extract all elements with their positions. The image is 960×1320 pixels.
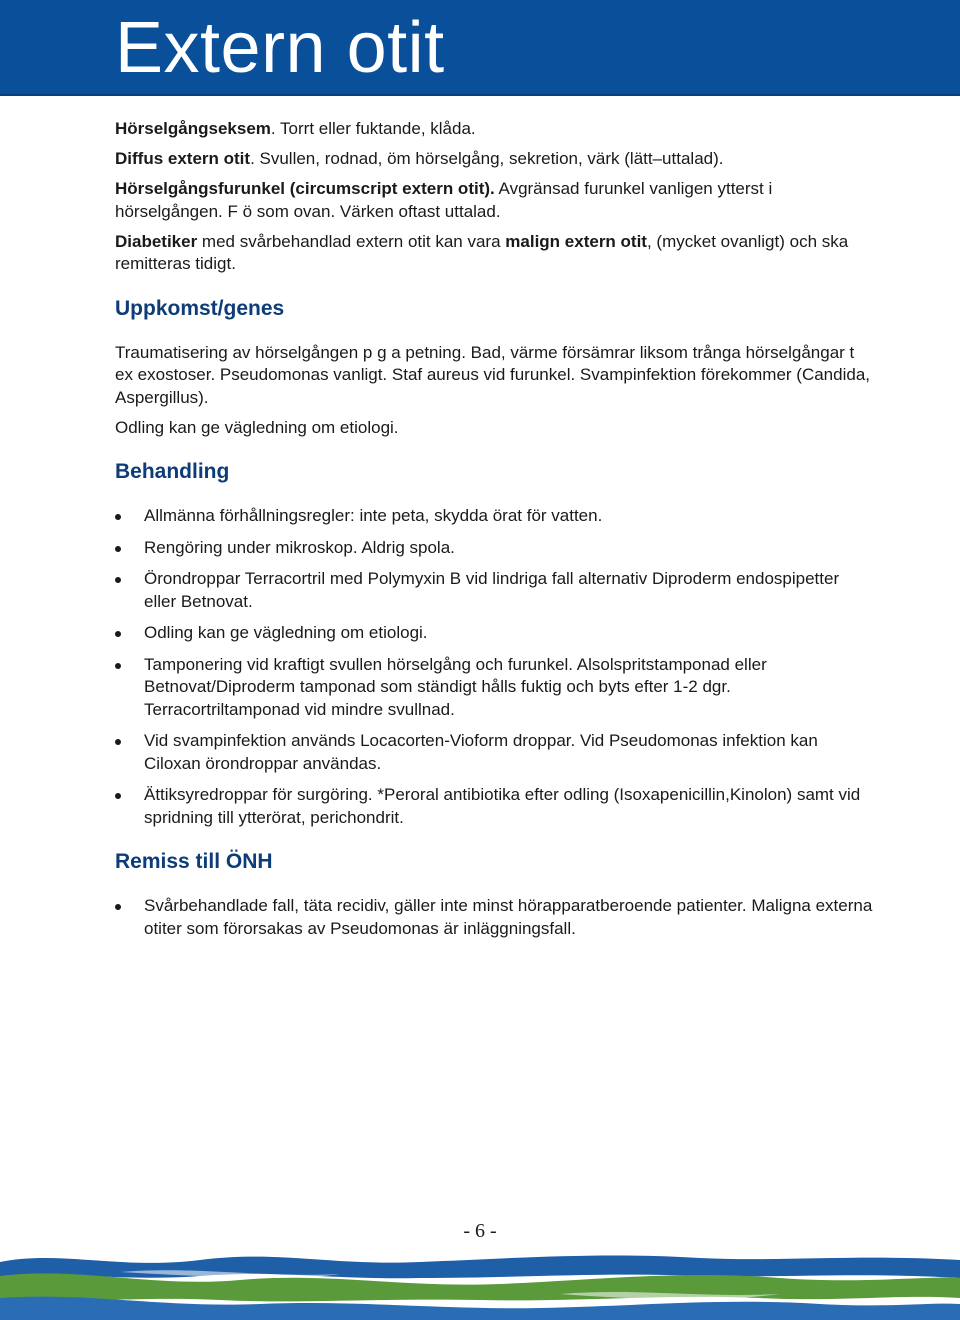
list-item-text: Odling kan ge vägledning om etiologi.	[144, 623, 428, 642]
bullet-icon	[115, 904, 121, 910]
bullet-icon	[115, 739, 121, 745]
page-number: - 6 -	[463, 1220, 497, 1242]
bullet-icon	[115, 577, 121, 583]
document-body	[115, 118, 875, 949]
term-description: . Torrt eller fuktande, klåda.	[270, 119, 476, 138]
bullet-icon	[115, 663, 121, 669]
origin-paragraph: Traumatisering av hörselgången p g a petning. Bad, värme försämrar liksom trånga hörselgångar t ex exostoser. Pseudomonas vanligt. Staf aureus vid furunkel. Svampinfektion förekommer (Candida, Aspergillus).	[115, 342, 870, 407]
referral-list	[115, 895, 875, 940]
wave-blue-top	[0, 1255, 960, 1278]
term-description: Avgränsad furunkel vanligen ytterst i hörselgången. F ö som ovan. Värken oftast uttalad.	[115, 179, 773, 221]
list-item-text: Ättiksyredroppar för surgöring. *Peroral antibiotika efter odling (Isoxapenicillin,Kinolon) samt vid spridning till ytterörat, perichondrit.	[144, 785, 861, 827]
section-heading-origin: Uppkomst/genes	[115, 296, 285, 320]
diabetic-paragraph	[115, 231, 875, 276]
list-item	[115, 784, 875, 829]
list-item-text: Rengöring under mikroskop. Aldrig spola.	[144, 537, 455, 557]
section-heading-treatment: Behandling	[115, 460, 230, 483]
diabetic-label: Diabetiker	[115, 231, 198, 251]
diabetic-text-1: med svårbehandlad extern otit kan vara	[197, 231, 506, 251]
list-item-text: Örondroppar Terracortril med Polymyxin B vid lindriga fall alternativ Diproderm endospipetter eller Betnovat.	[144, 569, 840, 611]
intro-paragraph	[115, 178, 875, 223]
intro-paragraph	[115, 148, 875, 171]
malign-label: malign extern otit	[505, 231, 647, 251]
term-label: Diffus extern otit	[115, 149, 251, 168]
term-description: . Svullen, rodnad, öm hörselgång, sekretion, värk (lätt–uttalad).	[250, 149, 724, 168]
list-item	[115, 568, 875, 613]
footer-wave-decoration	[0, 1248, 960, 1320]
list-item	[115, 622, 875, 645]
diabetic-text-2: , (mycket ovanligt) och ska remitteras tidigt.	[115, 231, 849, 273]
intro-paragraph	[115, 118, 875, 141]
header-band	[0, 0, 960, 96]
bullet-icon	[115, 793, 121, 799]
page-title: Extern otit	[115, 8, 445, 88]
bullet-icon	[115, 514, 121, 520]
wave-blue-bottom	[0, 1297, 960, 1320]
list-item	[115, 537, 875, 560]
bullet-icon	[115, 546, 121, 552]
origin-paragraph: Odling kan ge vägledning om etiologi.	[115, 417, 399, 437]
list-item	[115, 505, 875, 528]
term-label: Hörselgångseksem	[115, 119, 271, 138]
list-item	[115, 654, 875, 722]
list-item	[115, 730, 875, 775]
list-item-text: Svårbehandlade fall, täta recidiv, gäller inte minst hörapparatberoende patienter. Maligna externa otiter som förorsakas av Pseudomonas är inläggningsfall.	[144, 896, 873, 938]
section-heading-referral: Remiss till ÖNH	[115, 850, 273, 873]
list-item-text: Tamponering vid kraftigt svullen hörselgång och furunkel. Alsolspritstamponad eller Betnovat/Diproderm tamponad som ständigt hålls fuktig och byts efter 1-2 dgr. Terracortriltamponad vid mindre svullnad.	[144, 654, 767, 719]
treatment-list	[115, 505, 875, 829]
list-item	[115, 895, 875, 940]
bullet-icon	[115, 631, 121, 637]
list-item-text: Allmänna förhållningsregler: inte peta, skydda örat för vatten.	[144, 506, 603, 525]
list-item-text: Vid svampinfektion används Locacorten-Vioform droppar. Vid Pseudomonas infektion kan Ciloxan örondroppar användas.	[144, 731, 818, 773]
term-label: Hörselgångsfurunkel (circumscript extern otit).	[115, 179, 495, 198]
